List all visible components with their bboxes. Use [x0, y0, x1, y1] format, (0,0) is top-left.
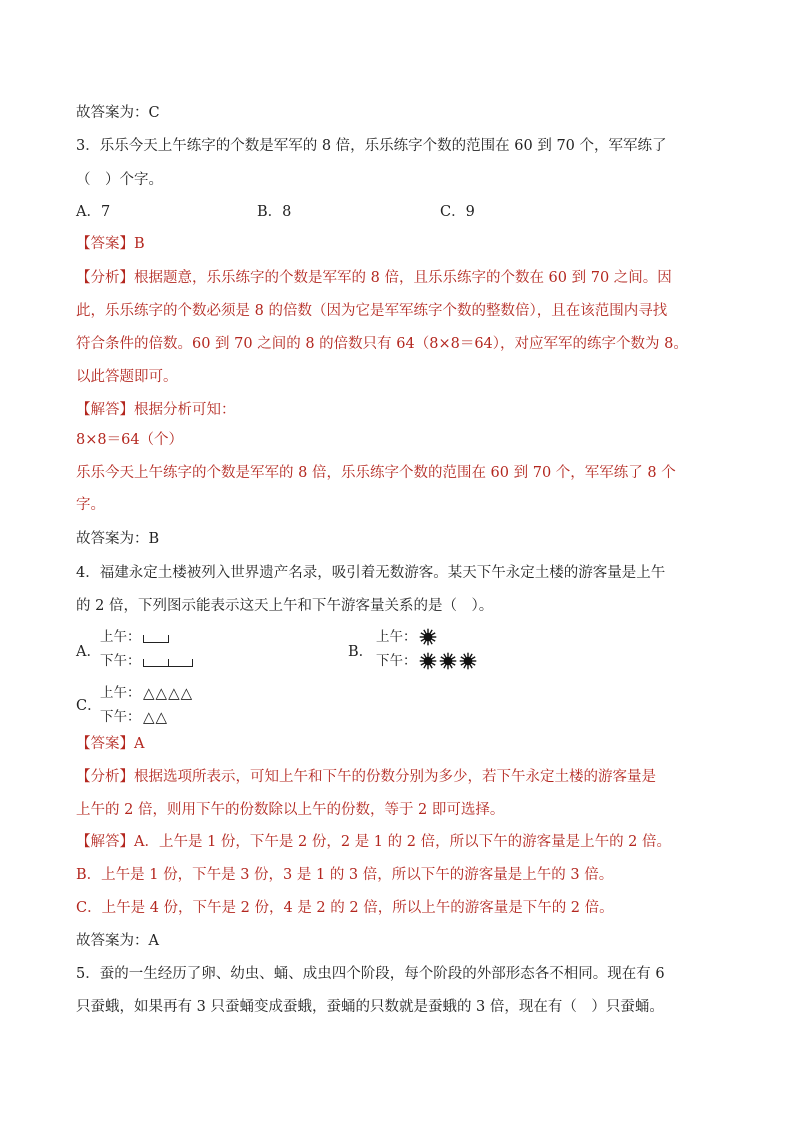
- q4-stem-line2: 的 2 倍，下列图示能表示这天上午和下午游客量关系的是（ ）。: [76, 598, 494, 614]
- q3-solution-line1: 乐乐今天上午练字的个数是军军的 8 倍，乐乐练字个数的范围在 60 到 70 个，军军练了 8 个: [76, 465, 676, 481]
- q3-analysis-line3: 符合条件的倍数。60 到 70 之间的 8 的倍数只有 64（8×8＝64），对应军军的练字个数为 8。: [76, 336, 688, 352]
- q2-conclusion-text: 故答案为：C: [76, 105, 160, 121]
- q2-conclusion: [76, 103, 160, 123]
- q4-option-c-letter: C．: [76, 698, 102, 714]
- q4-option-a-morning-segment: [143, 634, 169, 643]
- segment-tick: [143, 635, 144, 643]
- q3-option-c: C．9: [440, 204, 475, 220]
- q4-option-b-afternoon-suns: [419, 651, 479, 671]
- q3-answer: 【答案】B: [76, 236, 145, 252]
- q4-option-b-afternoon-label: 下午：: [376, 653, 417, 669]
- q3-analysis-line1: 【分析】根据题意，乐乐练字的个数是军军的 8 倍，且乐乐练字的个数在 60 到 70 之间。因: [76, 270, 672, 286]
- q4-solution-line2: B．上午是 1 份，下午是 3 份，3 是 1 的 3 倍，所以下午的游客量是上午的 3 倍。: [76, 867, 614, 883]
- q4-solution-line3: C．上午是 4 份，下午是 2 份，4 是 2 的 2 倍，所以上午的游客量是下午的 2 倍。: [76, 900, 614, 916]
- q4-solution-line1: 【解答】A．上午是 1 份，下午是 2 份，2 是 1 的 2 倍，所以下午的游客量是上午的 2 倍。: [76, 834, 672, 850]
- q4-stem-line1: 4．福建永定土楼被列入世界遗产名录，吸引着无数游客。某天下午永定土楼的游客量是上午: [76, 565, 666, 581]
- q3-option-a: A．7: [76, 204, 111, 220]
- q4-analysis-line2: 上午的 2 倍，则用下午的份数除以上午的份数，等于 2 即可选择。: [76, 802, 505, 818]
- q3-analysis-line2: 此，乐乐练字的个数必须是 8 的倍数（因为它是军军练字个数的整数倍），且在该范围内寻找: [76, 303, 668, 319]
- q4-conclusion: 故答案为：A: [76, 933, 159, 949]
- q3-stem-line1: 3．乐乐今天上午练字的个数是军军的 8 倍，乐乐练字个数的范围在 60 到 70 个，军军练了: [76, 138, 667, 154]
- q4-option-a-morning-label: 上午：: [100, 629, 141, 645]
- q4-option-a-afternoon-label: 下午：: [100, 653, 141, 669]
- q4-option-a-afternoon-segment: [143, 658, 193, 667]
- q4-option-c-afternoon-triangles: △△: [143, 708, 169, 726]
- q4-analysis-line1: 【分析】根据选项所表示，可知上午和下午的份数分别为多少，若下午永定土楼的游客量是: [76, 769, 656, 785]
- segment-tick: [143, 659, 144, 667]
- q5-stem-line1: 5．蚕的一生经历了卵、幼虫、蛹、成虫四个阶段，每个阶段的外部形态各不相同。现在有 6: [76, 966, 665, 982]
- q3-solution-calc: 8×8＝64（个）: [76, 432, 184, 448]
- q4-option-c-morning-triangles: △△△△: [143, 684, 194, 702]
- q4-option-c-afternoon-label: 下午：: [100, 709, 141, 725]
- q3-analysis-line4: 以此答题即可。: [76, 369, 178, 385]
- segment-tick: [168, 659, 169, 667]
- q4-answer: 【答案】A: [76, 736, 145, 752]
- q4-option-a-letter: A．: [76, 644, 101, 660]
- sun-icon: [439, 652, 457, 670]
- q4-option-b-morning-suns: [419, 627, 439, 647]
- q3-solution-label: 【解答】根据分析可知：: [76, 402, 236, 418]
- q3-solution-line2: 字。: [76, 497, 105, 513]
- q4-option-c-morning-label: 上午：: [100, 685, 141, 701]
- q4-option-b-letter: B．: [348, 644, 374, 660]
- q3-stem-line2: （ ）个字。: [76, 172, 163, 188]
- q3-option-b: B．8: [257, 204, 292, 220]
- q5-stem-line2: 只蚕蛾，如果再有 3 只蚕蛹变成蚕蛾，蚕蛹的只数就是蚕蛾的 3 倍，现在有（ ）只蚕蛹。: [76, 999, 664, 1015]
- segment-tick: [168, 635, 169, 643]
- q4-option-b-morning-label: 上午：: [376, 629, 417, 645]
- q3-conclusion: 故答案为：B: [76, 531, 160, 547]
- sun-icon: [459, 652, 477, 670]
- sun-icon: [419, 628, 437, 646]
- segment-tick: [192, 659, 193, 667]
- sun-icon: [419, 652, 437, 670]
